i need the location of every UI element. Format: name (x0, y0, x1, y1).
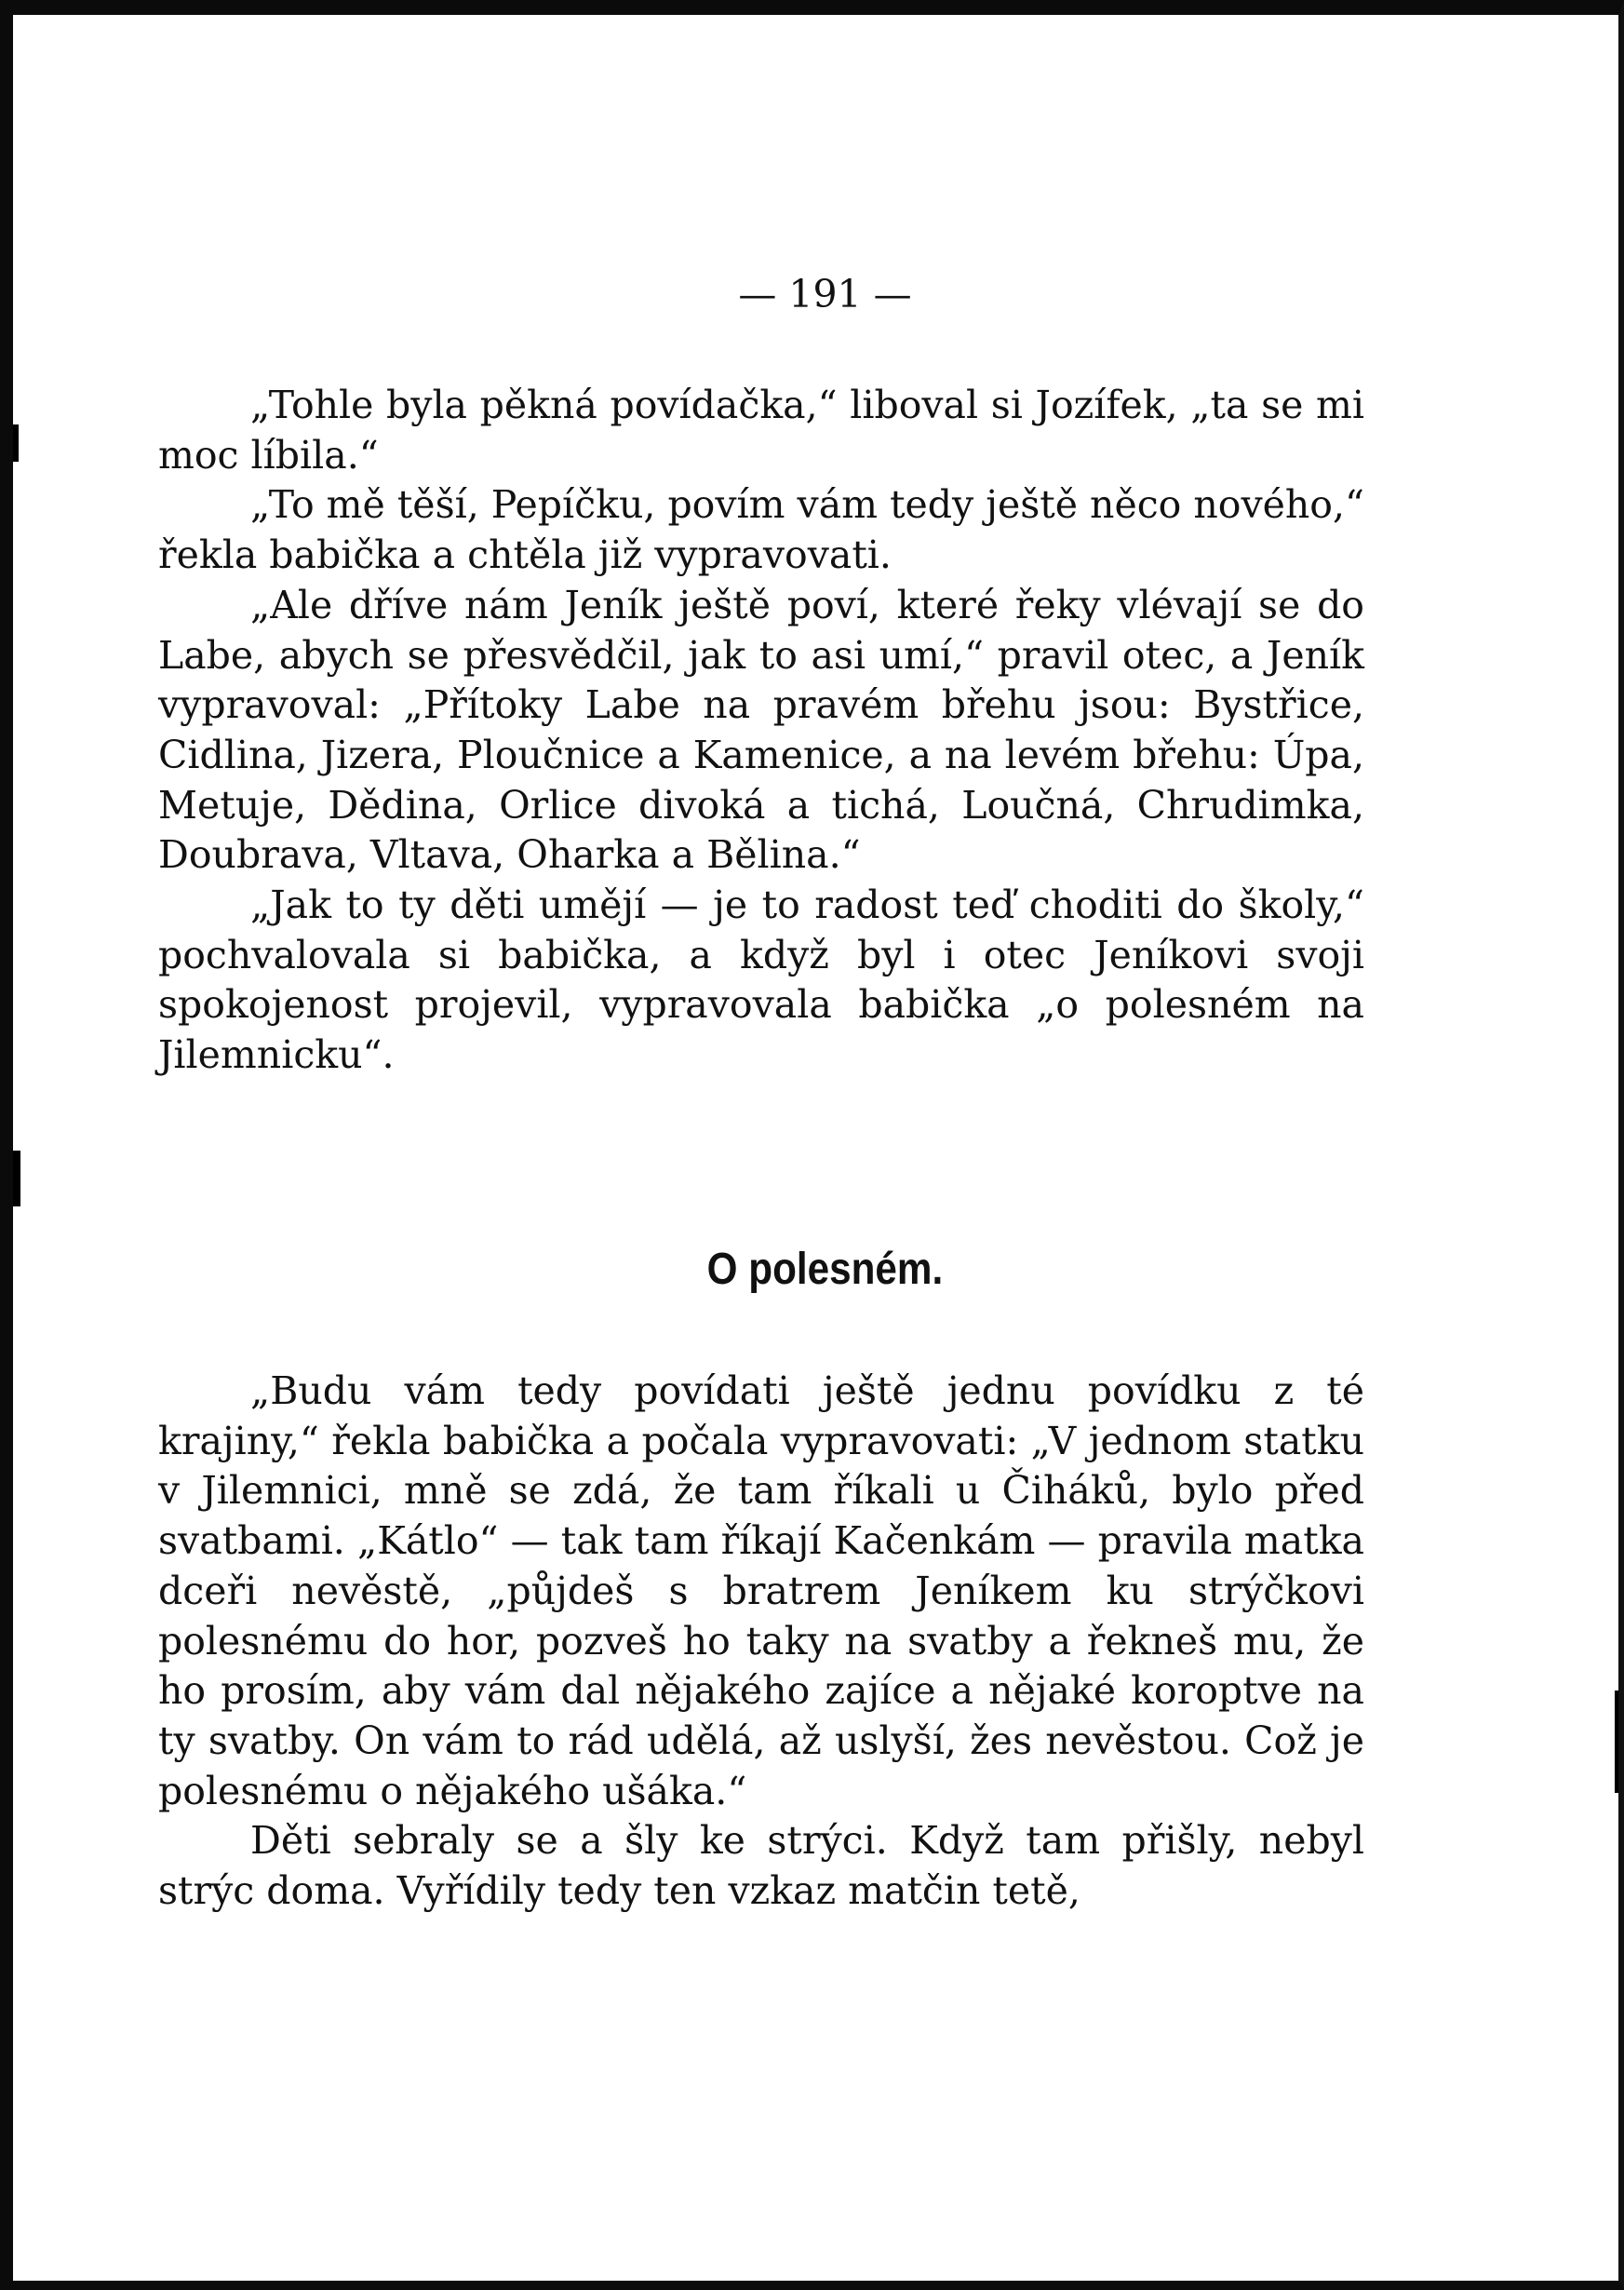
paragraph: Děti sebraly se a šly ke strýci. Když tam přišly, nebyl strýc doma. Vyřídily tedy ten vzkaz matčin tetě, (158, 1818, 1364, 1914)
page-number: — 191 — (738, 272, 912, 317)
paragraph: „Tohle byla pěkná povídačka,“ liboval si Jozífek, „ta se mi moc líbila.“ (158, 383, 1364, 478)
scan-edge-mark (13, 1151, 20, 1206)
text-block-after-heading (158, 1367, 1364, 1917)
section-heading: O polesném. (706, 1245, 944, 1294)
text-block-before-heading (158, 381, 1364, 1081)
paragraph: „Jak to ty děti umějí — je to radost teď choditi do školy,“ pochvalovala si babička, a když byl i otec Jeníkovi svoji spokojenost projevil, vypravovala babička „o polesném na Jilemnicku“. (158, 882, 1364, 1078)
paragraph: „Budu vám tedy povídati ještě jednu povídku z té krajiny,“ řekla babička a počala vypravovati: „V jednom statku v Jilemnici, mně se zdá, že tam říkali u Čiháků, bylo před svatbami. „Kátlo“ — tak tam říkají Kačenkám — pravila matka dceři nevěstě, „půjdeš s bratrem Jeníkem ku strýčkovi polesnému do hor, pozveš ho taky na svatby a řekneš mu, že ho prosím, aby vám dal nějakého zajíce a nějaké koroptve na ty svatby. On vám to rád udělá, až uslyší, žes nevěstou. Což je polesnému o nějakého ušáka.“ (158, 1368, 1364, 1813)
scan-edge-mark (13, 424, 19, 462)
paragraph: „Ale dříve nám Jeník ještě poví, které řeky vlévají se do Labe, abych se přesvědčil, jak to asi umí,“ pravil otec, a Jeník vypravoval: „Přítoky Labe na pravém břehu jsou: Bystřice, Cidlina, Jizera, Ploučnice a Kamenice, a na levém břehu: Úpa, Metuje, Dědina, Orlice divoká a tichá, Loučná, Chrudimka, Doubrava, Vltava, Oharka a Bělina.“ (158, 582, 1364, 878)
scan-edge-mark (1615, 1691, 1618, 1793)
paragraph: „To mě těší, Pepíčku, povím vám tedy ještě něco nového,“ řekla babička a chtěla již vypravovati. (158, 482, 1364, 578)
